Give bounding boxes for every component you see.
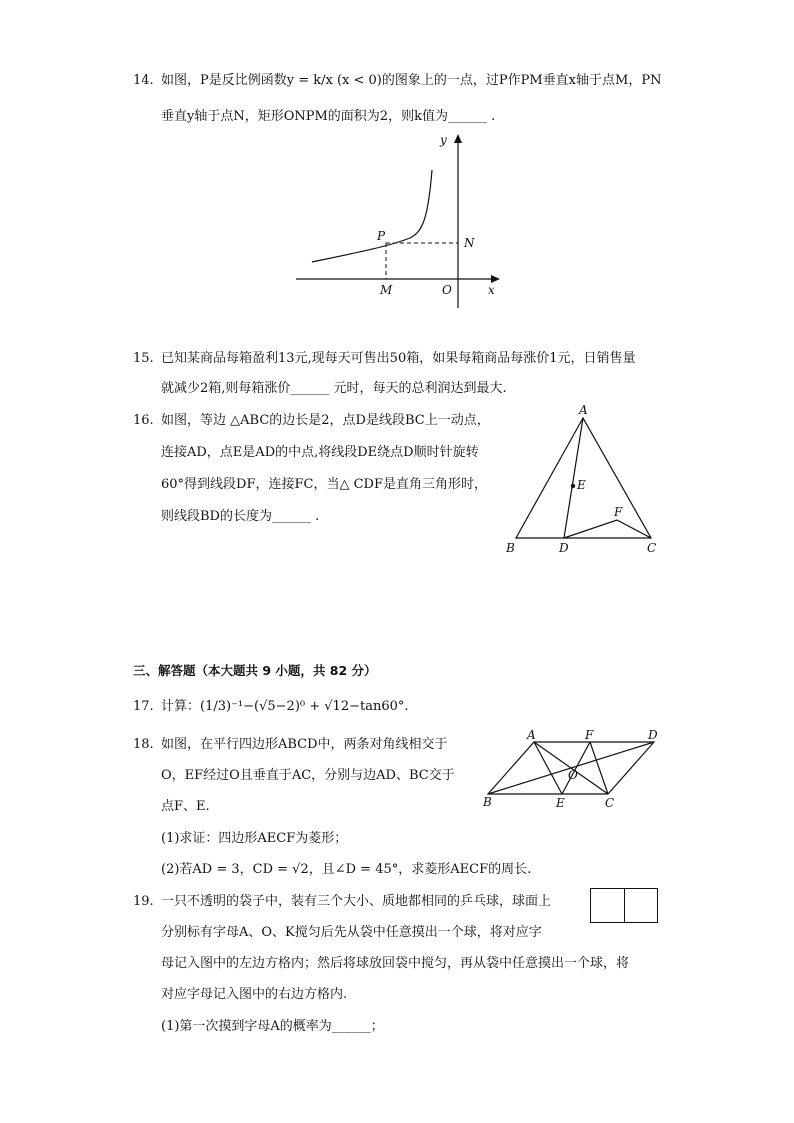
fig14-label-n: N xyxy=(464,236,475,250)
fig18-label-o: O xyxy=(568,768,578,782)
q19-text-line4: 对应字母记入图中的右边方格内. xyxy=(161,987,348,1002)
q19-grid-divider xyxy=(624,889,625,922)
fig18-label-a: A xyxy=(527,728,536,742)
q14-text-line2: 垂直y轴于点N，矩形ONPM的面积为2，则k值为______ . xyxy=(161,109,496,124)
q16-number: 16. xyxy=(133,413,154,428)
fig14-label-m: M xyxy=(380,283,393,297)
fig18-label-d: D xyxy=(648,728,658,742)
fig16-label-d: D xyxy=(559,541,569,555)
q16-text-line4: 则线段BD的长度为______ . xyxy=(161,509,320,524)
fig14-label-y: y xyxy=(440,133,447,147)
segment-ae xyxy=(534,742,562,794)
fig14-label-o: O xyxy=(442,283,452,297)
fig16-label-a: A xyxy=(579,403,588,417)
segment-fc xyxy=(590,742,608,794)
section-heading: 三、解答题（本大题共 9 小题，共 82 分） xyxy=(133,663,377,678)
segment-df-fc xyxy=(564,520,651,538)
q19-letter-grid xyxy=(590,888,658,923)
q18-parallelogram-figure xyxy=(480,726,670,812)
q15-text-line1: 已知某商品每箱盈利13元,现每天可售出50箱，如果每箱商品每涨价1元，日销售量 xyxy=(161,351,636,366)
q17-number: 17. xyxy=(133,699,154,714)
q19-text-line3: 母记入图中的左边方格内；然后将球放回袋中搅匀，再从袋中任意摸出一个球，将 xyxy=(161,956,630,971)
fig16-label-e: E xyxy=(577,478,586,492)
fig18-label-e: E xyxy=(556,796,565,810)
q18-text-line3: 点F、E. xyxy=(161,799,210,814)
point-e xyxy=(571,484,575,488)
q18-number: 18. xyxy=(133,737,154,752)
q16-text-line3: 60°得到线段DF，连接FC，当△ CDF是直角三角形时， xyxy=(161,477,487,492)
q16-triangle-figure xyxy=(500,402,670,558)
fig14-label-x: x xyxy=(488,283,495,297)
fig16-label-c: C xyxy=(647,541,657,555)
fig18-label-f: F xyxy=(585,728,594,742)
q16-text-line2: 连接AD，点E是AD的中点,将线段DE绕点D顺时针旋转 xyxy=(161,445,479,460)
q18-text-line1: 如图，在平行四边形ABCD中，两条对角线相交于 xyxy=(161,737,448,752)
q14-text-line1: 如图，P是反比例函数y = k/x (x < 0)的图象上的一点，过P作PM垂直x轴于点M，PN xyxy=(161,73,662,88)
q15-number: 15. xyxy=(133,351,154,366)
q18-text-line2: O，EF经过O且垂直于AC，分别与边AD、BC交于 xyxy=(161,768,455,783)
q19-sub1: (1)第一次摸到字母A的概率为______； xyxy=(161,1019,384,1034)
fig18-label-c: C xyxy=(605,796,615,810)
fig18-label-b: B xyxy=(483,795,492,809)
q19-text-line2: 分别标有字母A、O、K搅匀后先从袋中任意摸出一个球，将对应字 xyxy=(161,925,542,940)
fig14-label-p: P xyxy=(377,229,386,243)
q17-text: 计算：(1/3)⁻¹−(√5−2)⁰ + √12−tan60°. xyxy=(161,699,409,714)
q16-text-line1: 如图，等边 △ABC的边长是2，点D是线段BC上一动点， xyxy=(161,413,490,428)
fig16-label-f: F xyxy=(614,505,623,519)
q19-text-line1: 一只不透明的袋子中，装有三个大小、质地都相同的乒乓球，球面上 xyxy=(161,894,552,909)
hyperbola-curve xyxy=(312,170,432,262)
y-axis-arrow-icon xyxy=(454,134,462,143)
q14-number: 14. xyxy=(133,73,154,88)
q18-sub2: (2)若AD = 3，CD = √2，且∠D = 45°，求菱形AECF的周长. xyxy=(161,862,532,877)
x-axis-arrow-icon xyxy=(491,275,500,283)
q15-text-line2: 就减少2箱,则每箱涨价______ 元时，每天的总利润达到最大. xyxy=(161,381,507,396)
q18-sub1: (1)求证：四边形AECF为菱形； xyxy=(161,831,348,846)
fig16-label-b: B xyxy=(506,541,515,555)
q14-hyperbola-figure xyxy=(290,130,510,310)
q19-number: 19. xyxy=(133,894,154,909)
